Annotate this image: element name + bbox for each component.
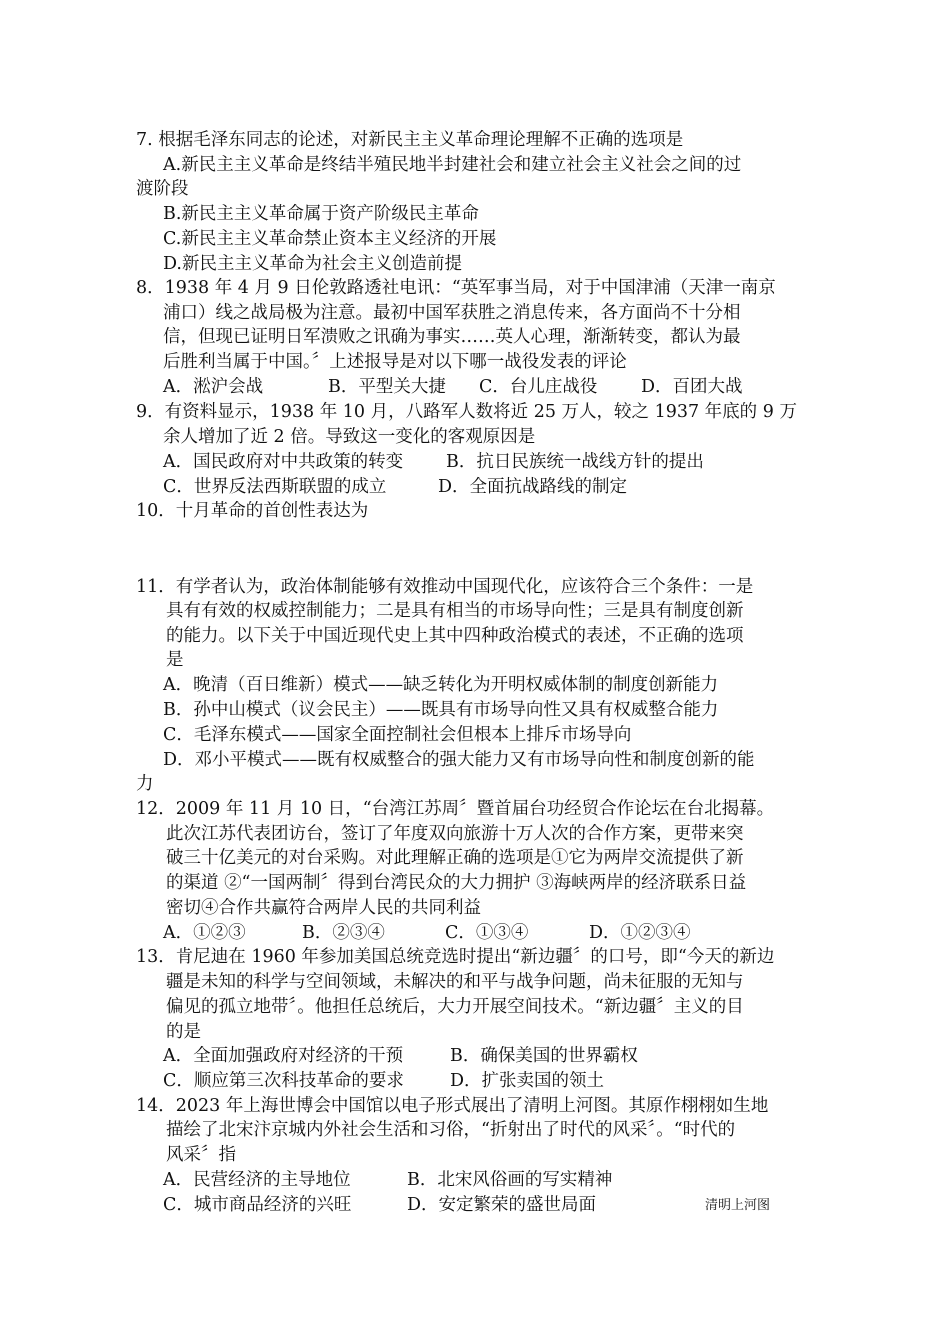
q13-line-2: 疆是未知的科学与空间领域，未解决的和平与战争问题，尚未征服的无知与 bbox=[166, 972, 744, 992]
q13-line-4: 的是 bbox=[166, 1022, 201, 1042]
q9-line-2: 余人增加了近 2 倍。导致这一变化的客观原因是 bbox=[163, 427, 536, 447]
q11-line-3: 的能力。以下关于中国近现代史上其中四种政治模式的表述，不正确的选项 bbox=[166, 626, 744, 646]
q9-line-1: 9．有资料显示，1938 年 10 月，八路军人数将近 25 万人，较之 1937 年底的 9 万 bbox=[136, 402, 797, 422]
q12-option-d: D．①②③④ bbox=[589, 923, 691, 943]
q12-option-c: C．①③④ bbox=[445, 923, 529, 943]
q13-option-a: A．全面加强政府对经济的干预 bbox=[163, 1046, 404, 1066]
q10-stem: 10．十月革命的首创性表达为 bbox=[136, 501, 369, 521]
q9-option-d: D．全面抗战路线的制定 bbox=[438, 477, 628, 497]
q9-option-c: C．世界反法西斯联盟的成立 bbox=[163, 477, 387, 497]
q7-option-c: C.新民主主义革命禁止资本主义经济的开展 bbox=[163, 229, 497, 249]
q14-line-2: 描绘了北宋汴京城内外社会生活和习俗，“折射出了时代的风采〞。“时代的 bbox=[166, 1120, 736, 1140]
q11-option-d-cont: 力 bbox=[136, 774, 154, 794]
q9-option-a: A．国民政府对中共政策的转变 bbox=[163, 452, 404, 472]
q12-line-1: 12．2009 年 11 月 10 日，“台湾江苏周〞暨首届台功经贸合作论坛在台北揭幕。 bbox=[136, 799, 775, 819]
q8-line-4: 后胜利当属于中国。〞上述报导是对以下哪一战役发表的评论 bbox=[163, 352, 627, 372]
q11-option-a: A．晚清（百日维新）模式——缺乏转化为开明权威体制的制度创新能力 bbox=[163, 675, 719, 695]
q11-option-b: B．孙中山模式（议会民主）——既具有市场导向性又具有权威整合能力 bbox=[163, 700, 719, 720]
q8-line-3: 信，但现已证明日军溃败之讯确为事实……英人心理，渐渐转变，都认为最 bbox=[163, 327, 741, 347]
q14-option-c: C．城市商品经济的兴旺 bbox=[163, 1195, 352, 1215]
q14-line-3: 风采〞指 bbox=[166, 1145, 236, 1165]
q14-option-b: B．北宋风俗画的写实精神 bbox=[407, 1170, 613, 1190]
q12-line-5: 密切④合作共赢符合两岸人民的共同利益 bbox=[166, 898, 481, 918]
q12-line-4: 的渠道 ②“一国两制〞得到台湾民众的大力拥护 ③海峡两岸的经济联系日益 bbox=[166, 873, 747, 893]
q14-option-d: D．安定繁荣的盛世局面 bbox=[407, 1195, 597, 1215]
q8-option-c: C．台儿庄战役 bbox=[479, 377, 598, 397]
q7-option-d: D.新民主主义革命为社会主义创造前提 bbox=[163, 254, 462, 274]
q7-option-a-cont: 渡阶段 bbox=[136, 179, 189, 199]
figure-caption: 清明上河图 bbox=[705, 1198, 771, 1213]
q13-line-3: 偏见的孤立地带〞。他担任总统后，大力开展空间技术。“新边疆〞主义的目 bbox=[166, 997, 744, 1017]
q11-line-1: 11．有学者认为，政治体制能够有效推动中国现代化，应该符合三个条件：一是 bbox=[136, 577, 754, 597]
q7-option-a: A.新民主主义革命是终结半殖民地半封建社会和建立社会主义社会之间的过 bbox=[163, 155, 742, 175]
q13-option-b: B．确保美国的世界霸权 bbox=[450, 1046, 638, 1066]
q11-line-4: 是 bbox=[166, 650, 184, 670]
q12-option-b: B．②③④ bbox=[302, 923, 385, 943]
q13-option-d: D．扩张卖国的领土 bbox=[450, 1071, 605, 1091]
q8-option-b: B．平型关大捷 bbox=[328, 377, 446, 397]
q7-stem: 7. 根据毛泽东同志的论述，对新民主主义革命理论理解不正确的选项是 bbox=[136, 130, 684, 150]
q9-option-b: B．抗日民族统一战线方针的提出 bbox=[446, 452, 704, 472]
q12-option-a: A．①②③ bbox=[163, 923, 246, 943]
q14-option-a: A．民营经济的主导地位 bbox=[163, 1170, 351, 1190]
q8-line-1: 8．1938 年 4 月 9 日伦敦路透社电讯：“英军事当局，对于中国津浦（天津一南京 bbox=[136, 278, 776, 298]
q8-line-2: 浦口）线之战局极为注意。最初中国军获胜之消息传来，各方面尚不十分相 bbox=[163, 303, 741, 323]
q14-line-1: 14．2023 年上海世博会中国馆以电子形式展出了清明上河图。其原作栩栩如生地 bbox=[136, 1096, 769, 1116]
q12-line-3: 破三十亿美元的对台采购。对此理解正确的选项是①它为两岸交流提供了新 bbox=[166, 848, 744, 868]
q11-option-c: C．毛泽东模式——国家全面控制社会但根本上排斥市场导向 bbox=[163, 725, 632, 745]
q7-option-b: B.新民主主义革命属于资产阶级民主革命 bbox=[163, 204, 479, 224]
q12-line-2: 此次江苏代表团访台，签订了年度双向旅游十万人次的合作方案，更带来突 bbox=[166, 824, 744, 844]
q11-option-d: D．邓小平模式——既有权威整合的强大能力又有市场导向性和制度创新的能 bbox=[163, 750, 755, 770]
q13-line-1: 13．肯尼迪在 1960 年参加美国总统竞选时提出“新边疆〞的口号，即“今天的新边 bbox=[136, 947, 775, 967]
q13-option-c: C．顺应第三次科技革命的要求 bbox=[163, 1071, 404, 1091]
q8-option-a: A．淞沪会战 bbox=[163, 377, 264, 397]
q8-option-d: D．百团大战 bbox=[641, 377, 743, 397]
q11-line-2: 具有有效的权威控制能力；二是具有相当的市场导向性；三是具有制度创新 bbox=[166, 601, 744, 621]
